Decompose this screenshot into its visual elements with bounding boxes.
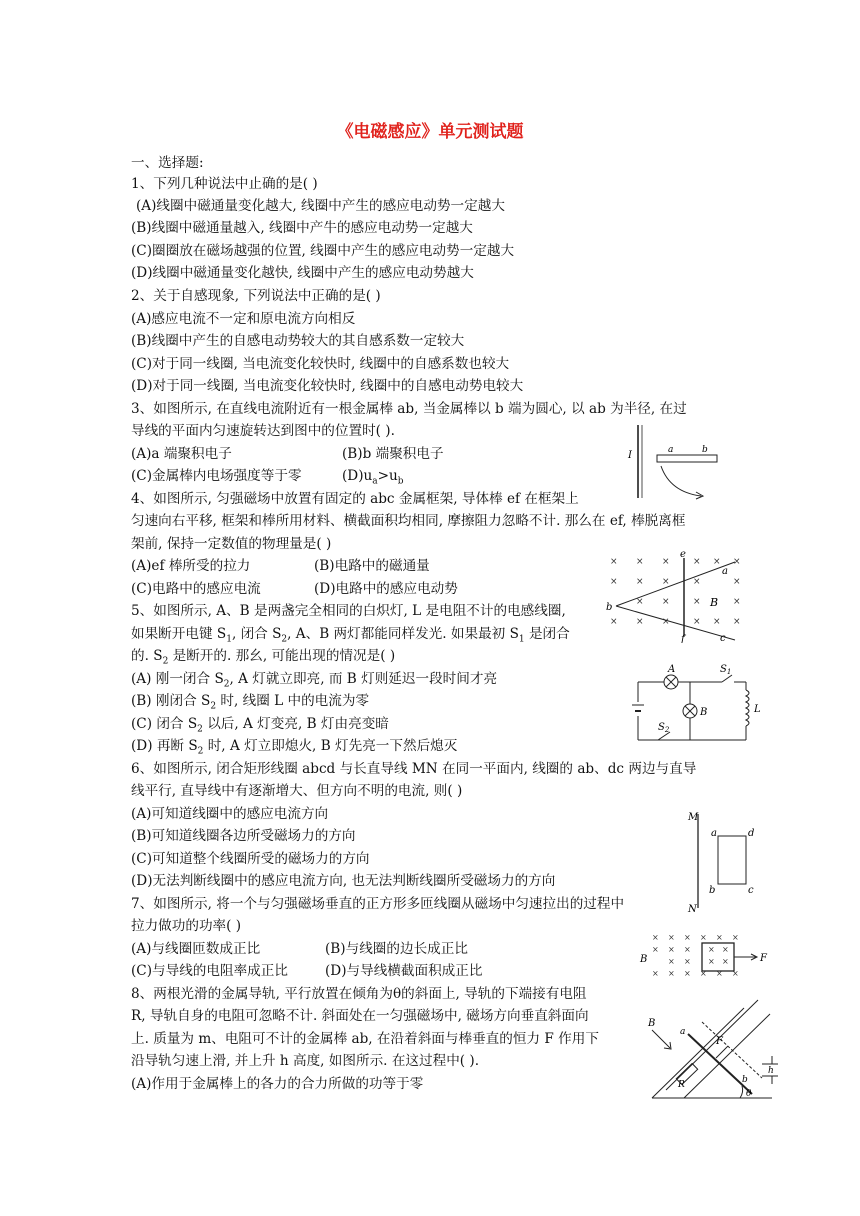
q2-option-c: (C)对于同一线圈, 当电流变化较快时, 线圈中的自感系数也较大 (131, 356, 510, 372)
svg-text:×: × (693, 597, 701, 607)
svg-text:×: × (684, 969, 691, 978)
q7-stem-line1: 7、如图所示, 将一个与匀强磁场垂直的正方形多匝线圈从磁场中匀速拉出的过程中 (131, 896, 625, 912)
q5-figure (630, 660, 770, 745)
svg-text:×: × (722, 957, 729, 966)
q4-stem-line1: 4、如图所示, 匀强磁场中放置有固定的 abc 金属框架, 导体棒 ef 在框架上 (131, 491, 579, 507)
svg-text:×: × (722, 945, 729, 954)
q5-option-c: (C) 闭合 $S_2$ 以后, A 灯变亮, B 灯由亮变暗 (131, 716, 389, 735)
q4-stem-line3: 架前, 保持一定数值的物理量是( ) (131, 536, 332, 552)
svg-text:θ: θ (746, 1089, 752, 1099)
page-title: 《电磁感应》单元测试题 (336, 122, 524, 142)
q2-stem: 2、关于自感现象, 下列说法中正确的是( ) (131, 288, 381, 304)
svg-text:b: b (606, 602, 613, 613)
q7-figure (638, 930, 772, 980)
q1-option-a: (A)线圈中磁通量变化越大, 线圈中产生的感应电动势一定越大 (136, 198, 505, 214)
svg-text:×: × (693, 617, 701, 627)
section-heading: 一、选择题: (131, 155, 204, 171)
svg-text:b: b (709, 885, 716, 896)
q7-option-d: (D)与导线横截面积成正比 (325, 963, 483, 979)
svg-text:×: × (636, 577, 644, 587)
svg-text:I: I (628, 450, 632, 461)
q8-option-a: (A)作用于金属棒上的各力的合力所做的功等于零 (131, 1076, 424, 1092)
svg-text:×: × (713, 617, 721, 627)
svg-text:F: F (760, 953, 767, 964)
svg-text:×: × (668, 945, 675, 954)
q3-option-b: (B)b 端聚积电子 (342, 446, 444, 462)
svg-text:×: × (693, 577, 701, 587)
q2-option-d: (D)对于同一线圈, 当电流变化较快时, 线圈中的自感电动势电较大 (131, 378, 524, 394)
q6-option-c: (C)可知道整个线圈所受的磁场力的方向 (131, 851, 370, 867)
q6-option-b: (B)可知道线圈各边所受磁场力的方向 (131, 828, 356, 844)
svg-text:×: × (684, 957, 691, 966)
svg-text:×: × (636, 597, 644, 607)
svg-text:×: × (684, 945, 691, 954)
svg-text:×: × (610, 617, 618, 627)
q6-option-a: (A)可知道线圈中的感应电流方向 (131, 806, 329, 822)
svg-text:F: F (716, 1036, 723, 1047)
svg-text:d: d (748, 828, 755, 839)
q6-option-d: (D)无法判断线圈中的感应电流方向, 也无法判断线圈所受磁场力的方向 (131, 873, 556, 889)
svg-text:×: × (668, 933, 675, 942)
svg-text:f: f (681, 634, 685, 643)
svg-text:×: × (610, 557, 618, 567)
q8-stem-line2: R, 导轨自身的电阻可忽略不计. 斜面处在一匀强磁场中, 磁场方向垂直斜面向 (131, 1008, 589, 1024)
svg-text:b: b (742, 1075, 748, 1085)
svg-text:×: × (700, 969, 707, 978)
q5-stem-line3: 的. $S_2$ 是断开的. 那幺, 可能出现的情况是( ) (131, 648, 396, 667)
q4-option-d: (D)电路中的感应电动势 (314, 581, 458, 597)
svg-text:×: × (652, 945, 659, 954)
svg-text:a: a (668, 445, 674, 455)
svg-text:a: a (680, 1027, 686, 1037)
svg-text:×: × (733, 577, 741, 587)
svg-text:×: × (732, 969, 739, 978)
svg-text:×: × (716, 969, 723, 978)
svg-text:B: B (710, 596, 719, 609)
svg-text:R: R (678, 1080, 685, 1090)
q7-option-b: (B)与线圈的边长成正比 (325, 941, 468, 957)
q4-option-a: (A)ef 棒所受的拉力 (131, 558, 251, 574)
q8-stem-line4: 沿导轨匀速上滑, 并上升 h 高度, 如图所示. 在这过程中( ). (131, 1053, 480, 1069)
svg-text:a: a (711, 828, 717, 839)
q3-stem-line2: 导线的平面内匀速旋转达到图中的位置时( ). (131, 423, 395, 439)
q1-option-c: (C)圈圈放在磁场越强的位置, 线圈中产生的感应电动势一定越大 (131, 243, 515, 259)
svg-text:×: × (733, 557, 741, 567)
q3-option-c: (C)金属棒内电场强度等于零 (131, 468, 302, 484)
q1-option-d: (D)线圈中磁通量变化越快, 线圈中产生的感应电动势越大 (131, 265, 474, 281)
svg-text:N: N (688, 904, 697, 914)
svg-text:×: × (662, 617, 670, 627)
svg-text:A: A (668, 664, 676, 675)
q8-stem-line3: 上. 质量为 m、电阻可不计的金属棒 ab, 在沿着斜面与棒垂直的恒力 F 作用下 (131, 1031, 599, 1047)
q5-stem-line1: 5、如图所示, A、B 是两盏完全相同的白炽灯, L 是电阻不计的电感线圈, (131, 603, 566, 619)
q1-stem: 1、下列几种说法中止确的是( ) (131, 176, 318, 192)
svg-text:B: B (640, 954, 648, 965)
svg-text:×: × (732, 933, 739, 942)
svg-text:b: b (702, 445, 708, 455)
svg-text:×: × (652, 969, 659, 978)
q7-option-a: (A)与线圈匝数成正比 (131, 941, 261, 957)
svg-text:×: × (662, 557, 670, 567)
q5-stem-line2: 如果断开电键 $S_1$, 闭合 $S_2$, A、B 两灯都能同样发光. 如果最初 $S_1$ 是闭合 (131, 626, 570, 645)
q3-stem-line1: 3、如图所示, 在直线电流附近有一根金属棒 ab, 当金属棒以 b 端为圆心, 以 ab 为半径, 在过 (131, 401, 687, 417)
q1-option-b: (B)线圈中磁通量越入, 线圈中产牛的感应电动势一定越大 (131, 220, 473, 236)
svg-text:×: × (662, 577, 670, 587)
svg-text:×: × (716, 933, 723, 942)
svg-text:×: × (610, 577, 618, 587)
q3-figure (625, 420, 725, 500)
svg-text:L: L (754, 704, 761, 715)
svg-text:c: c (748, 885, 754, 896)
svg-text:×: × (700, 933, 707, 942)
svg-text:×: × (708, 945, 715, 954)
q4-option-b: (B)电路中的磁通量 (314, 558, 430, 574)
q7-option-c: (C)与导线的电阻率成正比 (131, 963, 288, 979)
svg-text:×: × (733, 597, 741, 607)
q6-stem-line2: 线平行, 直导线中有逐渐增大、但方向不明的电流, 则( ) (131, 783, 463, 799)
svg-text:×: × (636, 557, 644, 567)
svg-text:×: × (684, 933, 691, 942)
svg-text:×: × (668, 969, 675, 978)
q6-stem-line1: 6、如图所示, 闭合矩形线圈 abcd 与长直导线 MN 在同一平面内, 线圈的 ab、dc 两边与直导 (131, 761, 697, 777)
svg-text:B: B (648, 1018, 656, 1029)
svg-text:×: × (733, 617, 741, 627)
svg-text:a: a (722, 566, 728, 577)
svg-text:c: c (720, 633, 726, 643)
q5-option-d: (D) 再断 $S_2$ 时, A 灯立即熄火, B 灯先亮一下然后熄灭 (131, 738, 458, 757)
q4-figure (600, 548, 750, 643)
svg-text:×: × (668, 957, 675, 966)
svg-text:B: B (700, 707, 708, 718)
svg-text:×: × (662, 597, 670, 607)
svg-text:M: M (688, 812, 699, 823)
svg-text:×: × (652, 933, 659, 942)
q6-figure (680, 806, 770, 914)
q8-stem-line1: 8、两根光滑的金属导轨, 平行放置在倾角为θ的斜面上, 导轨的下端接有电阻 (131, 986, 587, 1002)
q7-stem-line2: 拉力做功的功率( ) (131, 918, 242, 934)
svg-text:×: × (636, 617, 644, 627)
q2-option-a: (A)感应电流不一定和原电流方向相反 (131, 311, 356, 327)
svg-text:×: × (708, 957, 715, 966)
q4-stem-line2: 匀速向右平移, 框架和棒所用材料、横截面积均相同, 摩擦阻力忽略不计. 那么在 ef, 棒脱离框 (131, 513, 686, 529)
svg-text:×: × (693, 557, 701, 567)
svg-text:S1: $S_1$ (720, 664, 732, 676)
q5-option-b: (B) 刚闭合 $S_2$ 时, 线圈 L 中的电流为零 (131, 693, 370, 712)
q3-option-a: (A)a 端聚积电子 (131, 446, 232, 462)
q2-option-b: (B)线圈中产生的自感电动势较大的其自感系数一定较大 (131, 333, 465, 349)
svg-text:h: h (768, 1066, 774, 1076)
q5-option-a: (A) 刚一闭合 $S_2$, A 灯就立即亮, 而 B 灯则延迟一段时间才亮 (131, 671, 498, 690)
svg-text:e: e (680, 549, 686, 560)
svg-text:S2: $S_2$ (658, 722, 670, 734)
q3-option-d: $(D)u_a>u_b$ (342, 468, 404, 487)
q4-option-c: (C)电路中的感应电流 (131, 581, 261, 597)
svg-text:×: × (713, 557, 721, 567)
q8-figure (644, 990, 780, 1102)
